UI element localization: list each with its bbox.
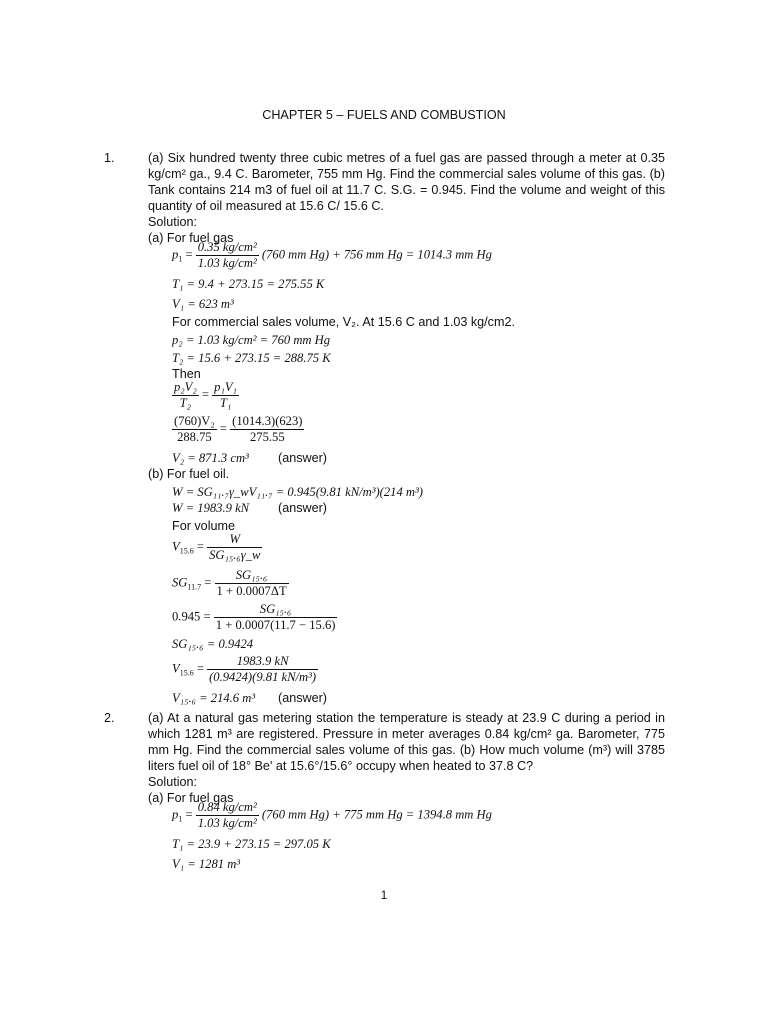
sg-correction-equation: $SG_{11.7}$ = $\frac{\text{SG₁₅.₆}}{1 + 0.0007\Delta T}$ xyxy=(172,568,287,598)
commercial-volume-text: For commercial sales volume, V₂. At 15.6 C and 1.03 kg/cm2. xyxy=(172,315,515,329)
p2-line: p₂ = 1.03 kg/cm² = 760 mm Hg xyxy=(172,333,331,347)
solution-label-1: Solution: xyxy=(148,215,198,229)
solution-label-2: Solution: xyxy=(148,775,198,789)
answer-label: (answer) xyxy=(278,501,327,515)
sg-substitution: 0.945 = $\frac{\text{SG₁₅.₆}}{1 + 0.0007(11.7 - 15.6)}$ xyxy=(172,602,336,632)
problem-number-1: 1. xyxy=(104,151,115,165)
part-a-label-2: (a) For fuel gas xyxy=(148,791,234,805)
answer-label: (answer) xyxy=(278,451,327,465)
sg-result: SG₁₅.₆ = 0.9424 xyxy=(172,637,254,651)
t1-line: T₁ = 9.4 + 273.15 = 275.55 K xyxy=(172,277,325,291)
part-a-label-1: (a) For fuel gas xyxy=(148,231,234,245)
page-number: 1 xyxy=(380,888,388,902)
problem-1-statement: (a) Six hundred twenty three cubic metres of a fuel gas are passed through a meter at 0.35 kg/cm² ga., 9.4 C. Barometer, 755 mm Hg. Find the commercial sales volume of this gas. (b) Tank contains 214 m3 of fuel oil at 11.7 C. S.G. = 0.945. Find the volume and weight of this quantity of oil measured at 15.6 C/ 15.6 C. xyxy=(148,151,665,213)
p1-equation: $p_1$ = $\frac{\text{0.35 kg/cm²}}{\text{1.03 kg/cm²}}$ (760 mm Hg) + 756 mm Hg = 1014.3 mm Hg xyxy=(172,240,492,270)
answer-label: (answer) xyxy=(278,691,327,705)
weight-equation: W = SG₁₁.₇γ_wV₁₁.₇ = 0.945(9.81 kN/m³)(214 m³) xyxy=(172,485,423,499)
part-b-label-1: (b) For fuel oil. xyxy=(148,467,230,481)
for-volume-label: For volume xyxy=(172,519,235,533)
p1-fraction: $\frac{\text{0.35 kg/cm²}}{\text{1.03 kg/cm²}}$ xyxy=(197,240,257,270)
problem-2-statement: (a) At a natural gas metering station the temperature is steady at 23.9 C during a period in which 1281 m³ are registered. Pressure in meter averages 0.84 kg/cm² ga. Barometer, 775 mm Hg. Find the commercial sales volume of this gas. (b) How much volume (m³) will 3785 liters fuel oil of 18° Be' at 15.6°/15.6° occupy when heated to 37.8 C? xyxy=(148,711,665,773)
v1-line: V₁ = 623 m³ xyxy=(172,297,234,311)
gas-law-substitution: $\frac{\text{(760)V₂}}{288.75}$ = $\frac{(1014.3)(623)}{275.55}$ xyxy=(174,414,303,444)
chapter-title: CHAPTER 5 – FUELS AND COMBUSTION xyxy=(262,108,506,122)
v2-result: V₂ = 871.3 cm³ xyxy=(172,451,249,465)
v1-line-2: V₁ = 1281 m³ xyxy=(172,857,241,871)
p1-equation-2: $p_1$ = $\frac{\text{0.84 kg/cm²}}{\text{1.03 kg/cm²}}$ (760 mm Hg) + 775 mm Hg = 1394.8 mm Hg xyxy=(172,800,492,830)
problem-number-2: 2. xyxy=(104,711,115,725)
volume-result: V₁₅.₆ = 214.6 m³ xyxy=(172,691,256,705)
t1-line-2: T₁ = 23.9 + 273.15 = 297.05 K xyxy=(172,837,331,851)
volume-substitution: $V_{15.6}$ = $\frac{1983.9 kN}{\text{(0.9424)(9.81 kN/m³)}}$ xyxy=(172,654,317,684)
gas-law-equation: $\frac{\text{p₂V₂}}{\text{T₂}}$ = $\frac{\text{p₁V₁}}{\text{T₁}}$ xyxy=(174,380,237,410)
t2-line: T₂ = 15.6 + 273.15 = 288.75 K xyxy=(172,351,331,365)
weight-result: W = 1983.9 kN xyxy=(172,501,250,515)
v156-equation: $V_{15.6}$ = $\frac{W}{\text{SG₁₅.₆γ\_w}}$ xyxy=(172,532,261,562)
then-label: Then xyxy=(172,367,201,381)
